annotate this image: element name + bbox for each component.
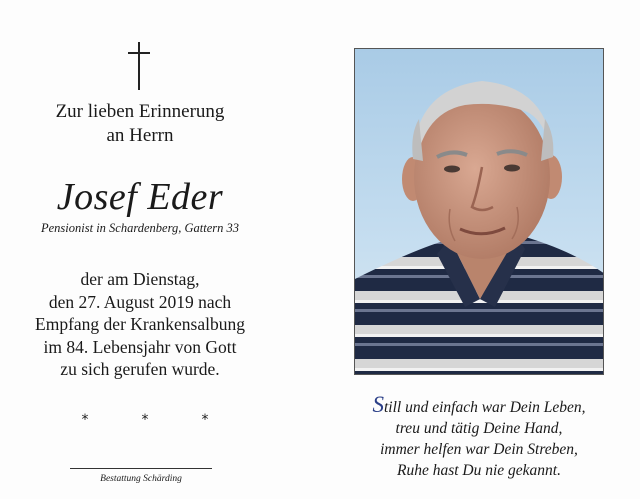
poem-line: treu und tätig Deine Hand, <box>395 420 563 437</box>
notice-line: den 27. August 2019 nach <box>48 291 232 312</box>
notice-line: zu sich gerufen wurde. <box>60 359 220 379</box>
star-icon: * <box>81 412 89 428</box>
poem-initial: S <box>372 392 384 417</box>
portrait-photo <box>354 48 604 375</box>
portrait-illustration <box>355 49 604 375</box>
poem-line <box>340 394 618 418</box>
deceased-name: Josef Eder <box>56 176 224 218</box>
memorial-poem <box>340 394 618 481</box>
cross-icon <box>128 42 150 90</box>
intro-line-1: Zur lieben Erinnerung <box>55 101 225 122</box>
poem-line: immer helfen war Dein Streben, <box>380 441 578 458</box>
star-icon: * <box>141 412 149 428</box>
card-left-panel <box>0 0 280 499</box>
poem-line: Ruhe hast Du nie gekannt. <box>396 462 561 479</box>
poem-first-line: till und einfach war Dein Leben, <box>384 399 586 416</box>
notice-line: Empfang der Krankensalbung <box>35 314 245 334</box>
occupation-line: Pensionist in Schardenberg, Gattern 33 <box>40 221 239 235</box>
notice-line: der am Dienstag, <box>80 269 200 289</box>
intro-line-2: an Herrn <box>106 125 174 146</box>
notice-line: im 84. Lebensjahr von Gott <box>43 336 237 357</box>
star-ornament <box>75 412 215 428</box>
death-notice-text <box>0 268 280 381</box>
signature-divider <box>70 468 212 469</box>
undertaker-name: Bestattung Schärding <box>100 474 182 484</box>
intro-text <box>0 100 280 148</box>
star-icon: * <box>201 412 209 428</box>
